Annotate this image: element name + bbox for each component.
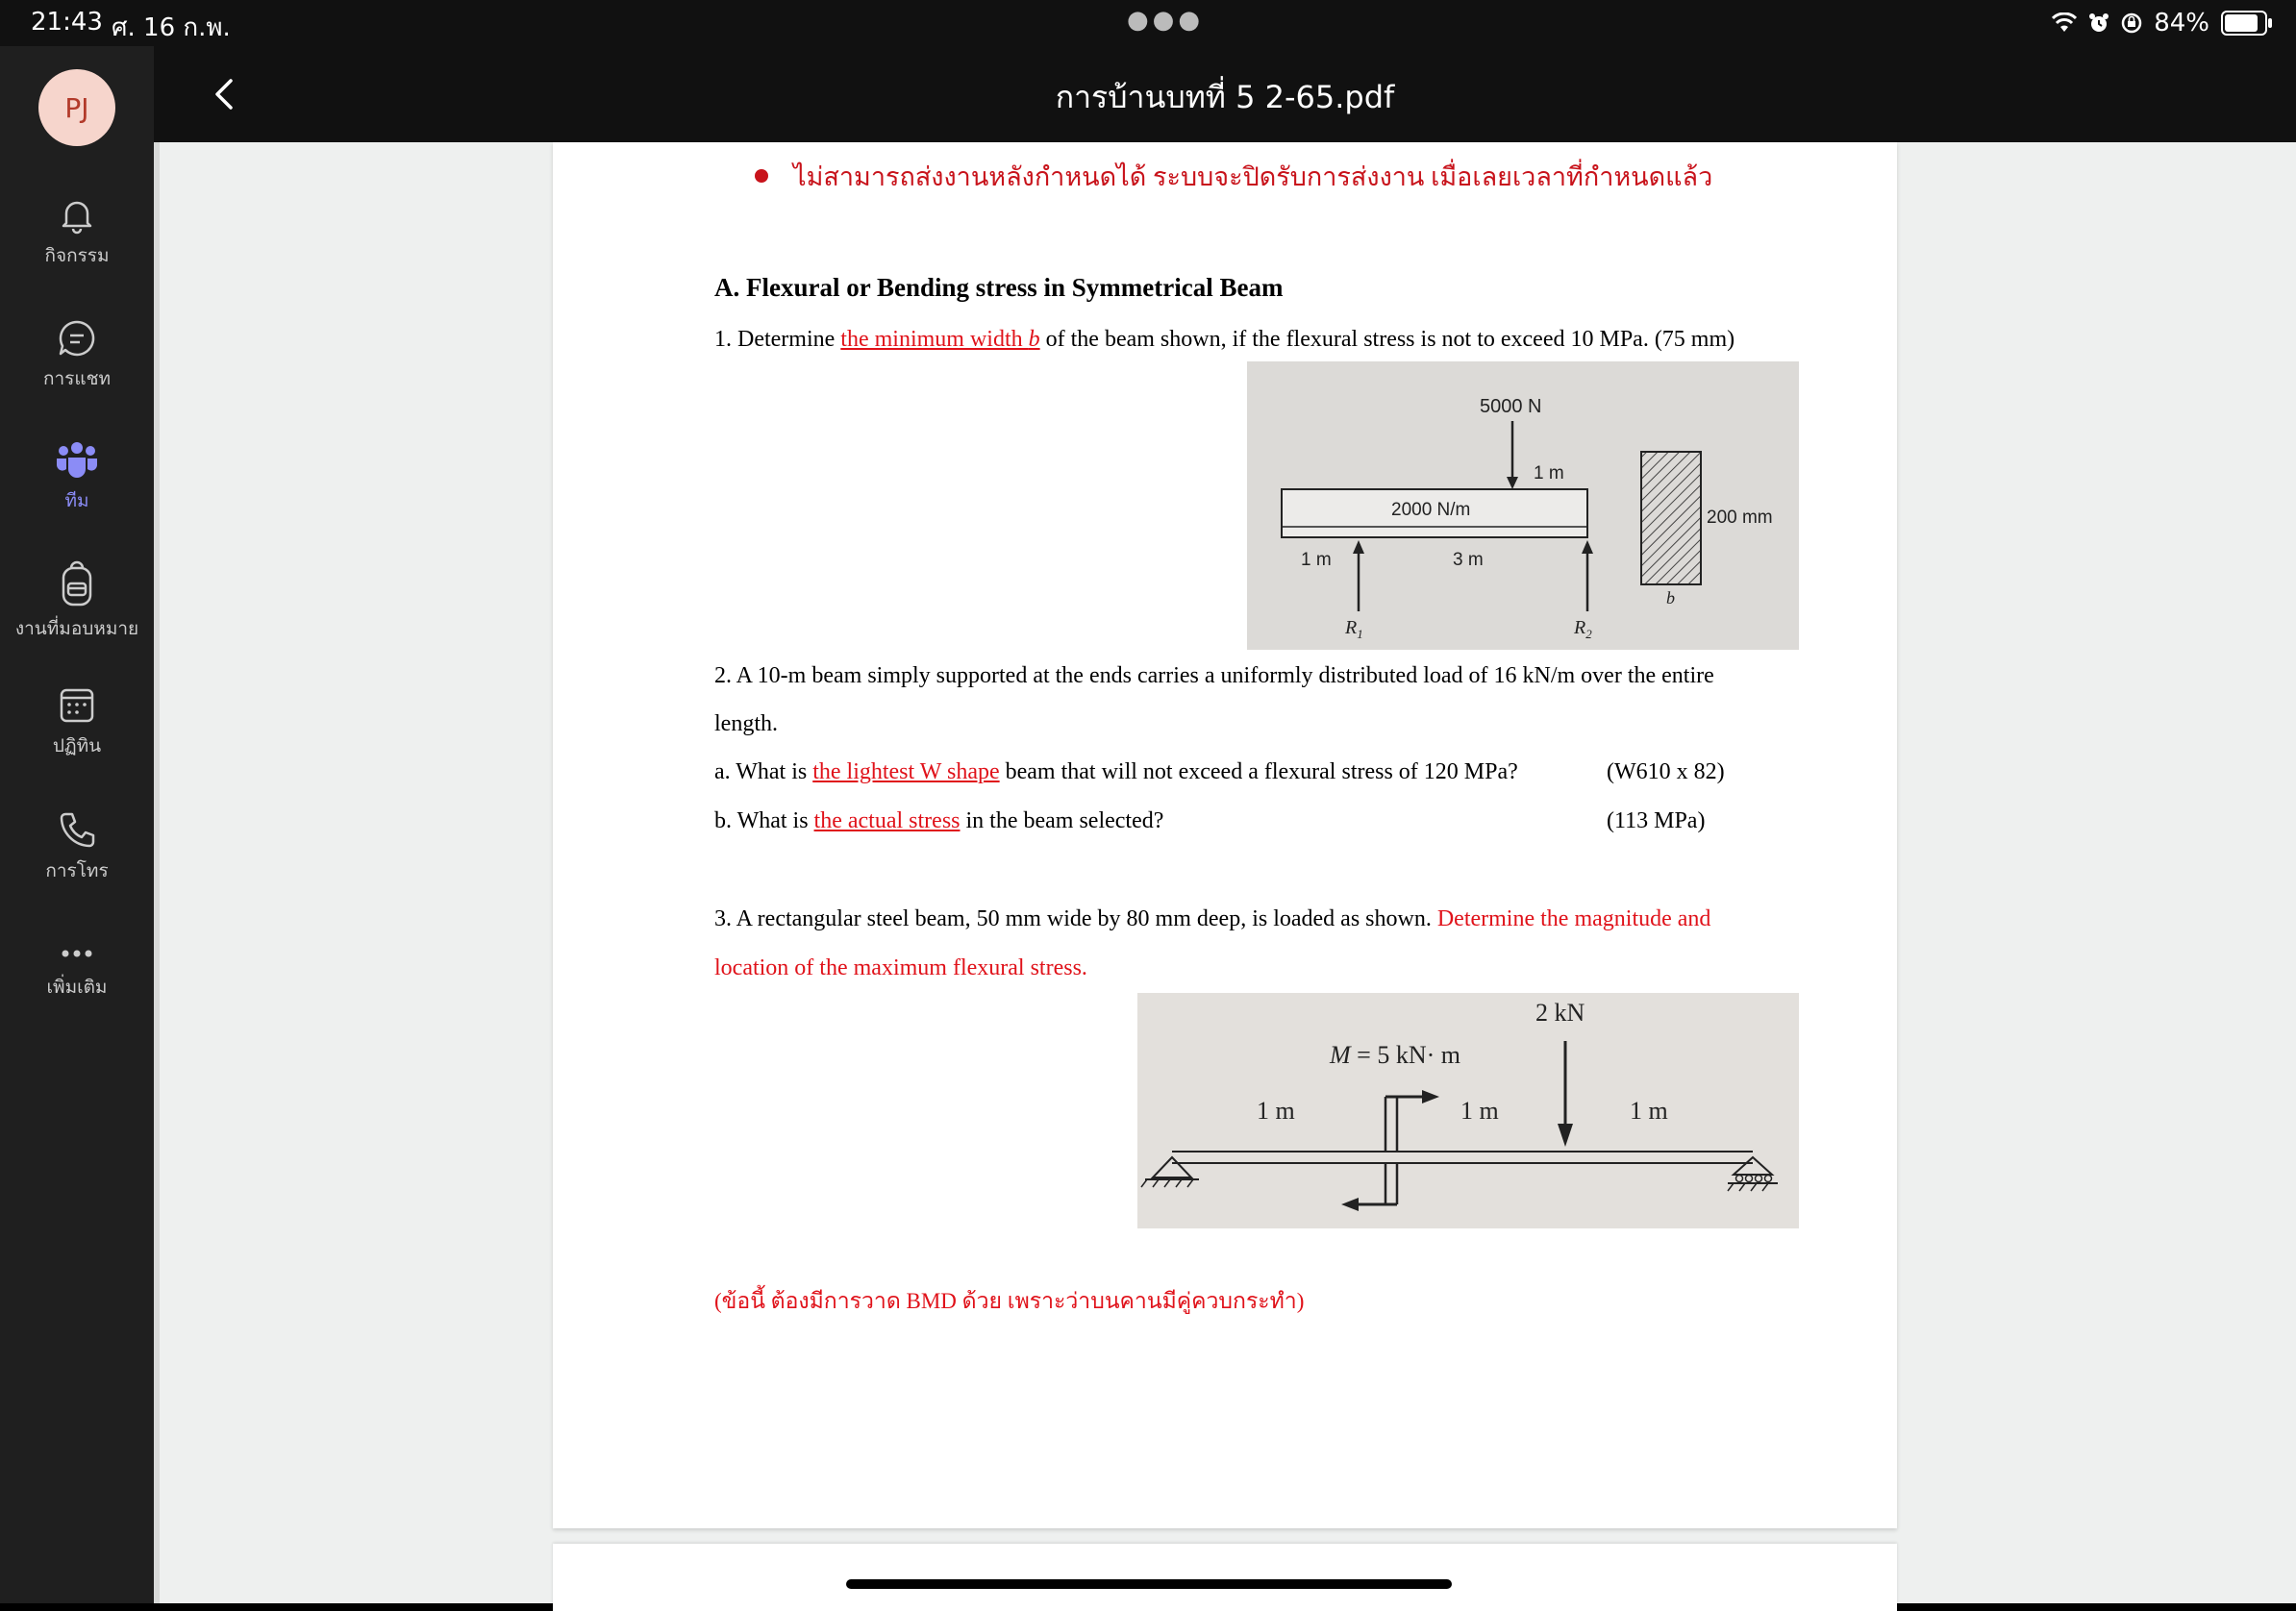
q2b-pre: b. What is [714, 808, 814, 833]
q3-highlight-1: Determine the magnitude and [1436, 906, 1711, 931]
sidebar-item-assignments[interactable] [0, 560, 154, 643]
backpack-icon [57, 560, 97, 608]
q1-variable: b [1028, 327, 1040, 352]
q1-text-pre: 1. Determine [714, 327, 841, 352]
q2b-answer: (113 MPa) [1607, 808, 1706, 833]
beam-figure-2 [1137, 993, 1799, 1228]
fig1-load-label: 5000 N [1480, 396, 1542, 417]
sidebar-item-label: เพิ่มเติม [46, 977, 108, 998]
fig1-r2-letter: R [1574, 617, 1586, 638]
fig1-mid-span: 3 m [1453, 550, 1484, 570]
q2a-post: beam that will not exceed a flexural stress of 120 MPa? [999, 759, 1518, 784]
sidebar-item-calls[interactable] [0, 810, 154, 885]
sidebar-item-teams[interactable] [0, 440, 154, 515]
bullet-dot [755, 169, 768, 183]
fig1-section-depth: 200 mm [1707, 508, 1773, 528]
fig1-r1-letter: R [1345, 617, 1358, 638]
question-1 [714, 327, 1734, 353]
sidebar-item-label: ปฏิทิน [52, 735, 102, 756]
submission-notice: ไม่สามารถส่งงานหลังกำหนดได้ ระบบจะปิดรับการส่งงาน เมื่อเลยเวลาที่กำหนดแล้ว [793, 162, 1713, 191]
app-sidebar [0, 46, 154, 1603]
avatar[interactable]: PJ [38, 69, 115, 146]
sidebar-item-chat[interactable] [0, 318, 154, 393]
sidebar-item-label: การแชท [42, 368, 112, 389]
pdf-page-next [553, 1544, 1897, 1611]
fig2-moment-value: = 5 kN· m [1350, 1041, 1460, 1069]
fig1-width-b: b [1666, 588, 1675, 607]
status-time: 21:43 [31, 8, 103, 37]
fig1-distributed-load: 2000 N/m [1391, 500, 1471, 520]
status-bar [0, 0, 2296, 46]
fig1-left-span: 1 m [1301, 550, 1332, 570]
q2a-answer: (W610 x 82) [1607, 759, 1725, 784]
sidebar-item-calendar[interactable] [0, 685, 154, 760]
teams-icon [55, 440, 99, 481]
q1-text-post: of the beam shown, if the flexural stress is not to exceed 10 MPa. (75 mm) [1039, 327, 1735, 352]
battery-percent: 84% [2154, 9, 2209, 37]
alarm-icon [2088, 12, 2109, 34]
question-2-line2: length. [714, 711, 778, 736]
wifi-icon [2052, 12, 2077, 34]
document-header [154, 46, 2296, 142]
fig2-point-load: 2 kN [1535, 999, 1585, 1027]
sidebar-item-label: การโทร [45, 860, 109, 881]
chat-icon [57, 318, 97, 359]
q3-pre: 3. A rectangular steel beam, 50 mm wide by 80 mm deep, is loaded as shown. [714, 906, 1437, 931]
sidebar-item-activity[interactable] [0, 195, 154, 270]
status-date: ศ. 16 ก.พ. [112, 13, 231, 42]
section-title: A. Flexural or Bending stress in Symmetrical Beam [714, 273, 1284, 302]
q3-note: (ข้อนี้ ต้องมีการวาด BMD ด้วย เพราะว่าบนคานมีคู่ควบกระทำ) [714, 1289, 1305, 1313]
q2a-highlight: the lightest W shape [812, 759, 1000, 784]
more-icon [57, 940, 97, 967]
fig2-span-2: 1 m [1460, 1097, 1499, 1125]
battery-icon [2221, 11, 2267, 36]
fig1-r1 [1345, 617, 1363, 642]
battery-level [2225, 14, 2258, 32]
sidebar-item-label: ทีม [64, 490, 89, 511]
phone-icon [57, 810, 97, 851]
q2a-pre: a. What is [714, 759, 813, 784]
beam-figure-1 [1247, 361, 1799, 650]
sidebar-item-label: กิจกรรม [44, 245, 110, 266]
fig2-span-3: 1 m [1630, 1097, 1668, 1125]
document-title: การบ้านบทที่ 5 2-65.pdf [1055, 79, 1395, 115]
question-2b [714, 808, 1163, 834]
q2b-post: in the beam selected? [960, 808, 1164, 833]
status-indicators [2052, 6, 2267, 40]
fig1-r2 [1574, 617, 1592, 642]
question-3-line2: location of the maximum flexural stress. [714, 955, 1087, 980]
fig1-r1-sub: 1 [1357, 627, 1363, 641]
multitasking-dots-icon[interactable]: ●●● [1127, 6, 1205, 35]
viewer-edge [154, 142, 160, 1603]
bell-icon [57, 195, 97, 235]
sidebar-item-more[interactable] [0, 940, 154, 1002]
fig1-r2-sub: 2 [1585, 627, 1592, 641]
fig2-moment-label [1330, 1041, 1460, 1070]
calendar-icon [57, 685, 97, 726]
home-indicator[interactable] [846, 1579, 1452, 1589]
q1-highlight [840, 327, 1039, 352]
q1-highlight-text: the minimum width [840, 327, 1029, 352]
fig1-dist-right: 1 m [1534, 463, 1564, 483]
fig2-span-1: 1 m [1257, 1097, 1295, 1125]
sidebar-item-label: งานที่มอบหมาย [14, 618, 139, 639]
pdf-page [553, 142, 1897, 1528]
question-3-line1 [714, 906, 1710, 932]
question-2a [714, 759, 1518, 785]
rotation-lock-icon [2121, 12, 2142, 34]
q2b-highlight: the actual stress [813, 808, 961, 833]
fig2-moment-m: M [1330, 1041, 1351, 1069]
question-2-line1: 2. A 10-m beam simply supported at the ends carries a uniformly distributed load of 16 kN/m over the entire [714, 663, 1714, 688]
